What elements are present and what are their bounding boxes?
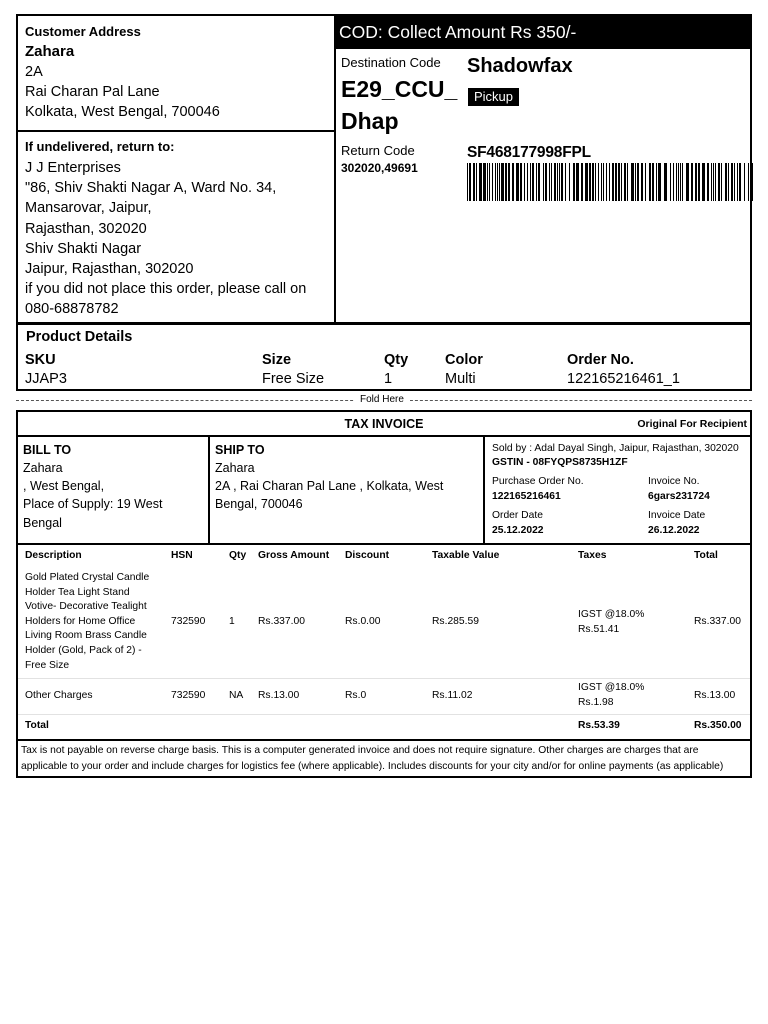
item-tax-amount: Rs.51.41 — [578, 624, 620, 635]
item-taxable: Rs.285.59 — [432, 616, 479, 627]
item-tax-rate: IGST @18.0% — [578, 682, 645, 693]
destination-code-label: Destination Code — [341, 55, 441, 70]
invoice-no-label: Invoice No. — [648, 476, 700, 487]
table-row — [25, 571, 165, 673]
divider — [18, 543, 750, 545]
gstin: GSTIN - 08FYQPS8735H1ZF — [492, 457, 628, 468]
barcode-bar — [691, 163, 693, 201]
ship-to-line: 2A , Rai Charan Pal Lane , Kolkata, West — [215, 479, 444, 494]
barcode-bar — [698, 163, 700, 201]
barcode-bar — [624, 163, 626, 201]
customer-address-heading: Customer Address — [25, 24, 141, 39]
color-value: Multi — [445, 371, 476, 387]
bill-to-line: Zahara — [23, 461, 63, 475]
pickup-badge: Pickup — [468, 88, 519, 106]
order-no-header: Order No. — [567, 352, 634, 368]
barcode-bar — [569, 163, 570, 201]
barcode-bar — [530, 163, 531, 201]
item-discount: Rs.0.00 — [345, 616, 381, 627]
ship-to-line: Zahara — [215, 461, 255, 475]
barcode-bar — [695, 163, 697, 201]
cod-amount-banner: COD: Collect Amount Rs 350/- — [336, 16, 752, 49]
barcode-bar — [543, 163, 544, 201]
barcode-bar — [680, 163, 681, 201]
barcode-bar — [565, 163, 566, 201]
barcode-bar — [686, 163, 689, 201]
size-value: Free Size — [262, 371, 325, 387]
barcode-bar — [627, 163, 628, 201]
tax-invoice — [16, 410, 752, 778]
barcode-bar — [744, 163, 745, 201]
barcode-bar — [702, 163, 705, 201]
product-details-box — [16, 323, 752, 391]
barcode-bar — [718, 163, 720, 201]
order-date-label: Order Date — [492, 510, 543, 521]
taxes-header: Taxes — [578, 550, 607, 561]
barcode-bar — [670, 163, 671, 201]
barcode-bar — [487, 163, 488, 201]
item-description-line: Gold Plated Crystal Candle — [25, 572, 150, 583]
barcode-bar — [520, 163, 522, 201]
barcode-bar — [576, 163, 579, 201]
barcode-bar — [516, 163, 519, 201]
bill-to-block — [18, 437, 210, 543]
barcode-bar — [554, 163, 556, 201]
barcode-bar — [725, 163, 727, 201]
size-header: Size — [262, 352, 292, 368]
barcode-bar — [676, 163, 677, 201]
barcode-bar — [505, 163, 507, 201]
order-no-value: 122165216461_1 — [567, 371, 680, 387]
barcode-bar — [673, 163, 674, 201]
return-address-line: "86, Shiv Shakti Nagar A, Ward No. 34, — [25, 180, 277, 197]
barcode-bar — [601, 163, 602, 201]
barcode-bar — [595, 163, 596, 201]
barcode-bar — [721, 163, 722, 201]
barcode-bar — [664, 163, 667, 201]
barcode-bar — [489, 163, 490, 201]
item-tax-rate: IGST @18.0% — [578, 609, 645, 620]
total-label: Total — [25, 720, 49, 731]
barcode-bar — [573, 163, 575, 201]
customer-address-line: Rai Charan Pal Lane — [25, 84, 160, 101]
qty-header: Qty — [384, 352, 409, 368]
item-gross: Rs.13.00 — [258, 690, 300, 701]
item-discount: Rs.0 — [345, 690, 367, 701]
invoice-date-label: Invoice Date — [648, 510, 706, 521]
barcode-bar — [501, 163, 504, 201]
barcode-bar — [467, 163, 468, 201]
barcode-bar — [549, 163, 550, 201]
return-address-block — [18, 132, 336, 324]
return-address-line: Shiv Shakti Nagar — [25, 240, 142, 257]
item-qty: NA — [229, 690, 244, 701]
divider — [18, 739, 750, 741]
barcode-bar — [538, 163, 540, 201]
item-description-line: Holder Tea Light Stand — [25, 586, 130, 598]
barcode-bar — [551, 163, 552, 201]
barcode-bar — [559, 163, 560, 201]
barcode-bar — [512, 163, 514, 201]
barcode-bar — [731, 163, 733, 201]
barcode-bar — [713, 163, 714, 201]
total-header: Total — [694, 550, 718, 561]
barcode-bar — [536, 163, 537, 201]
barcode-bar — [499, 163, 500, 201]
item-description-line: Holder (Gold, Pack of 2) - — [25, 644, 142, 656]
barcode-bar — [711, 163, 712, 201]
hsn-header: HSN — [171, 550, 193, 561]
barcode-bar — [612, 163, 614, 201]
bill-to-heading: BILL TO — [23, 443, 72, 457]
item-hsn: 732590 — [171, 616, 206, 627]
return-address-line: J J Enterprises — [25, 160, 121, 176]
return-address-heading: If undelivered, return to: — [25, 139, 175, 154]
invoice-note: Tax is not payable on reverse charge basis. This is a computer generated invoice and does not require signature. Other charges are charges that are applicable to your order and include charges for logistics fee (where applicable). Includes discounts for your city and/or for online payments (as applicable) — [21, 745, 724, 772]
barcode-bar — [497, 163, 498, 201]
customer-address-line: Kolkata, West Bengal, 700046 — [25, 104, 220, 121]
table-row — [25, 689, 93, 704]
taxable-value-header: Taxable Value — [432, 550, 500, 561]
discount-header: Discount — [345, 550, 390, 561]
return-code-label: Return Code — [341, 143, 415, 158]
barcode-bar — [631, 163, 634, 201]
shipping-label — [16, 14, 752, 324]
barcode-bar — [508, 163, 510, 201]
barcode-bar — [557, 163, 558, 201]
customer-address-line: 2A — [25, 64, 43, 80]
invoice-title: TAX INVOICE — [344, 417, 424, 431]
item-taxable: Rs.11.02 — [432, 690, 473, 701]
barcode-bar — [589, 163, 591, 201]
total-taxes: Rs.53.39 — [578, 720, 620, 731]
qty-header: Qty — [229, 550, 247, 561]
seller-block — [485, 437, 750, 543]
return-code: 302020,49691 — [341, 161, 418, 175]
barcode-bar — [492, 163, 493, 201]
barcode-bar — [656, 163, 657, 201]
courier-name: Shadowfax — [467, 55, 573, 77]
item-hsn: 732590 — [171, 690, 206, 701]
grand-total: Rs.350.00 — [694, 720, 742, 731]
item-gross: Rs.337.00 — [258, 616, 305, 627]
customer-address-block — [18, 16, 336, 132]
item-description-line: Living Room Brass Candle — [25, 630, 147, 642]
return-address-line: 080-68878782 — [25, 301, 119, 318]
barcode-bar — [483, 163, 486, 201]
barcode-bar — [592, 163, 594, 201]
barcode-bar — [637, 163, 639, 201]
order-date-value: 25.12.2022 — [492, 525, 544, 536]
barcode-bar — [621, 163, 622, 201]
purchase-order-label: Purchase Order No. — [492, 476, 584, 487]
item-description-line: Holders for Home Office — [25, 615, 136, 627]
barcode-bar — [524, 163, 525, 201]
barcode-bar — [737, 163, 738, 201]
destination-code: E29_CCU_Dhap — [341, 76, 458, 134]
bill-to-line: , West Bengal, — [23, 479, 105, 494]
barcode-bar — [606, 163, 607, 201]
sold-by: Sold by : Adal Dayal Singh, Jaipur, Rajasthan, 302020 — [492, 443, 739, 454]
sku-header: SKU — [25, 352, 56, 368]
ship-to-line: Bengal, 700046 — [215, 497, 303, 512]
invoice-title-row — [18, 412, 750, 437]
row-divider — [18, 678, 750, 679]
barcode-bar — [641, 163, 643, 201]
row-divider — [18, 714, 750, 715]
fold-label: Fold Here — [354, 394, 410, 405]
barcode-bar — [545, 163, 547, 201]
barcode-bar — [682, 163, 683, 201]
awb-number: SF468177998FPL — [467, 144, 591, 161]
invoice-date-value: 26.12.2022 — [648, 525, 700, 536]
barcode-bar — [645, 163, 646, 201]
item-description-line: Free Size — [25, 659, 70, 671]
barcode-bar — [581, 163, 583, 201]
bill-to-line: Place of Supply: 19 West — [23, 497, 163, 512]
barcode-bar — [739, 163, 741, 201]
product-details-title: Product Details — [26, 329, 133, 345]
invoice-no-value: 6gars231724 — [648, 491, 710, 502]
gross-amount-header: Gross Amount — [258, 550, 330, 561]
barcode-bar — [585, 163, 588, 201]
barcode-bar — [728, 163, 729, 201]
barcode-bar — [615, 163, 617, 201]
barcode-bar — [748, 163, 749, 201]
barcode-bar — [476, 163, 477, 201]
barcode-bar — [473, 163, 475, 201]
barcode-bar — [469, 163, 471, 201]
barcode-bar — [479, 163, 482, 201]
barcode-bar — [495, 163, 496, 201]
return-address-line: Rajasthan, 302020 — [25, 220, 147, 237]
description-header: Description — [25, 550, 82, 561]
barcode-bar — [658, 163, 661, 201]
item-tax-amount: Rs.1.98 — [578, 697, 614, 708]
item-qty: 1 — [229, 616, 235, 627]
qty-value: 1 — [384, 371, 393, 387]
bill-to-line: Bengal — [23, 515, 62, 530]
item-description-line: Votive- Decorative Tealight — [25, 601, 147, 613]
ship-to-block — [210, 437, 485, 543]
item-total: Rs.337.00 — [694, 616, 741, 627]
customer-name: Zahara — [25, 43, 75, 60]
barcode-bar — [678, 163, 679, 201]
barcode-bar — [603, 163, 604, 201]
item-description-line: Other Charges — [25, 690, 93, 701]
barcode-bar — [618, 163, 620, 201]
barcode-icon — [467, 163, 755, 201]
item-total: Rs.13.00 — [694, 690, 736, 701]
barcode-bar — [734, 163, 735, 201]
barcode-bar — [715, 163, 716, 201]
barcode-bar — [527, 163, 528, 201]
sku-value: JJAP3 — [25, 371, 67, 387]
return-address-line: Jaipur, Rajasthan, 302020 — [25, 261, 194, 278]
barcode-bar — [598, 163, 599, 201]
barcode-bar — [532, 163, 534, 201]
original-for-recipient: Original For Recipient — [637, 418, 747, 430]
barcode-bar — [609, 163, 610, 201]
barcode-bar — [652, 163, 654, 201]
barcode-bar — [649, 163, 651, 201]
barcode-bar — [635, 163, 636, 201]
barcode-bar — [561, 163, 563, 201]
ship-to-heading: SHIP TO — [215, 443, 265, 457]
color-header: Color — [445, 352, 483, 368]
barcode-bar — [707, 163, 709, 201]
return-address-line: Mansarovar, Jaipur, — [25, 200, 152, 217]
return-address-line: if you did not place this order, please call on — [25, 281, 307, 298]
purchase-order-value: 122165216461 — [492, 491, 561, 502]
barcode-bar — [751, 163, 753, 201]
